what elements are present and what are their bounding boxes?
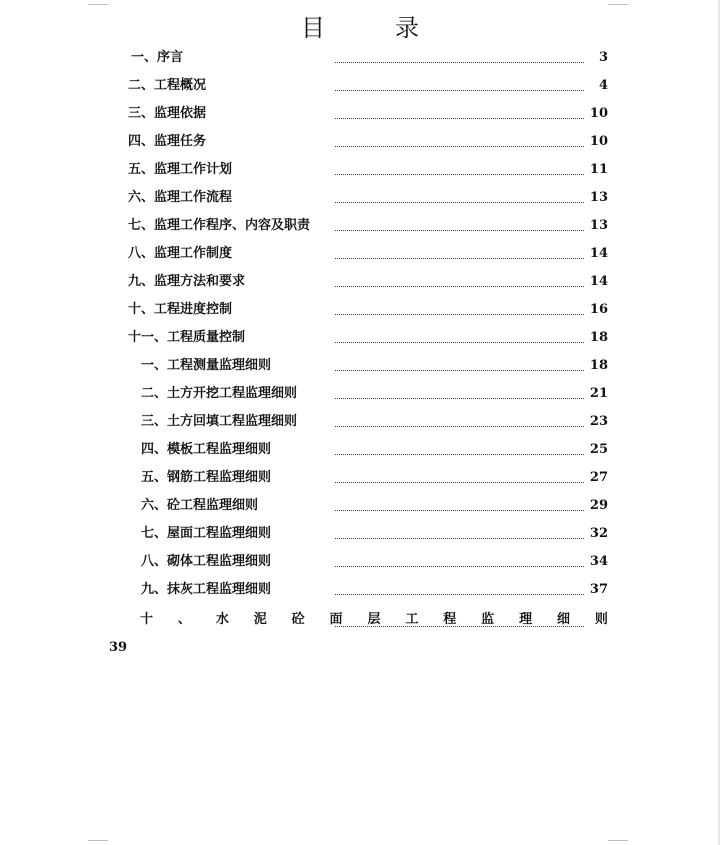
toc-entry[interactable] xyxy=(0,100,720,128)
dot-leader xyxy=(335,342,584,343)
toc-entry-page: 14 xyxy=(589,246,608,261)
toc-entry-char: 细 xyxy=(556,612,570,627)
toc-entry-page: 16 xyxy=(589,302,608,317)
toc-entry[interactable] xyxy=(0,436,720,464)
corner-mark xyxy=(608,840,628,841)
toc-entry-page: 4 xyxy=(598,78,608,93)
toc-entry-page: 29 xyxy=(589,498,608,513)
dot-leader xyxy=(335,258,584,259)
toc-entry-label: 十、工程进度控制 xyxy=(128,302,233,317)
toc-entry[interactable] xyxy=(0,128,720,156)
dot-leader xyxy=(335,594,584,595)
toc-entry[interactable] xyxy=(0,464,720,492)
toc-entry-page: 10 xyxy=(589,106,608,121)
toc-entry[interactable] xyxy=(0,352,720,380)
dot-leader xyxy=(335,118,584,119)
toc-entry[interactable] xyxy=(0,240,720,268)
toc-entry-page: 23 xyxy=(589,414,608,429)
dot-leader xyxy=(335,426,584,427)
toc-entry-char: 工 xyxy=(405,612,419,627)
toc-entry[interactable] xyxy=(0,44,720,72)
toc-entry-page: 27 xyxy=(589,470,608,485)
toc-entry[interactable] xyxy=(0,296,720,324)
toc-entry-page: 3 xyxy=(598,50,608,65)
toc-entry[interactable] xyxy=(0,268,720,296)
toc-entry-label: 八、砌体工程监理细则 xyxy=(141,554,272,569)
page-title xyxy=(0,8,720,43)
toc-entry-page: 32 xyxy=(589,526,608,541)
dot-leader xyxy=(335,510,584,511)
toc-entry-page: 25 xyxy=(589,442,608,457)
toc-entry-label: 三、监理依据 xyxy=(128,106,207,121)
toc-entry-label: 五、监理工作计划 xyxy=(128,162,233,177)
toc-entry-page: 34 xyxy=(589,554,608,569)
toc-entry-page: 13 xyxy=(589,218,608,233)
toc-entry-page: 18 xyxy=(589,358,608,373)
toc-entry-char: 程 xyxy=(443,612,457,627)
dot-leader xyxy=(335,314,584,315)
toc-entry[interactable] xyxy=(0,380,720,408)
dot-leader xyxy=(335,482,584,483)
toc-entry-label: 七、屋面工程监理细则 xyxy=(141,526,272,541)
dot-leader xyxy=(335,370,584,371)
toc-entry-label: 二、工程概况 xyxy=(128,78,207,93)
toc-entry-label: 八、监理工作制度 xyxy=(128,246,233,261)
dot-leader xyxy=(335,538,584,539)
dot-leader xyxy=(335,566,584,567)
toc-entry-page: 18 xyxy=(589,330,608,345)
toc-entry-page: 14 xyxy=(589,274,608,289)
toc-entry[interactable] xyxy=(0,156,720,184)
toc-entry-char: 砼 xyxy=(291,612,305,627)
dot-leader xyxy=(335,174,584,175)
toc-entry-char: 面 xyxy=(329,612,343,627)
dot-leader xyxy=(335,146,584,147)
toc-entry-label: 五、钢筋工程监理细则 xyxy=(141,470,272,485)
toc-entry-label: 六、砼工程监理细则 xyxy=(141,498,259,513)
dot-leader xyxy=(335,454,584,455)
toc-entry-label: 二、土方开挖工程监理细则 xyxy=(141,386,298,401)
toc-entry[interactable] xyxy=(0,72,720,100)
toc-entry-page: 21 xyxy=(589,386,608,401)
toc-entry[interactable] xyxy=(0,324,720,352)
corner-mark xyxy=(88,840,108,841)
toc-entry-label: 四、模板工程监理细则 xyxy=(141,442,272,457)
toc-entry-char: 、 xyxy=(177,612,191,627)
toc-entry-char: 层 xyxy=(367,612,381,627)
toc-entry[interactable] xyxy=(0,576,720,604)
dot-leader xyxy=(335,230,584,231)
dot-leader xyxy=(335,286,584,287)
toc-entry-char: 十 xyxy=(140,612,154,627)
toc-entry[interactable] xyxy=(0,492,720,520)
toc-entry-label: 七、监理工作程序、内容及职责 xyxy=(128,218,311,233)
toc-entry-page: 39 xyxy=(109,640,128,655)
toc-entry-page: 37 xyxy=(589,582,608,597)
toc-entry-label: 十一、工程质量控制 xyxy=(128,330,246,345)
toc-entry-char: 水 xyxy=(215,612,229,627)
toc-entry-label: 一、序言 xyxy=(131,50,184,65)
toc-entry[interactable] xyxy=(0,520,720,548)
toc-entry-char: 则 xyxy=(594,612,608,627)
title-char: 录 xyxy=(395,14,419,42)
toc-entry-page: 11 xyxy=(589,162,608,177)
toc-entry-label xyxy=(140,606,608,634)
toc-entry-label: 六、监理工作流程 xyxy=(128,190,233,205)
corner-mark xyxy=(608,4,628,5)
dot-leader xyxy=(335,202,584,203)
toc-entry[interactable] xyxy=(0,408,720,436)
toc-entry-last[interactable] xyxy=(0,606,720,634)
toc-entry[interactable] xyxy=(0,184,720,212)
toc-entry-label: 一、工程测量监理细则 xyxy=(141,358,272,373)
dot-leader xyxy=(335,398,584,399)
toc-entry-page: 13 xyxy=(589,190,608,205)
toc-entry-char: 监 xyxy=(481,612,495,627)
toc-entry-label: 三、土方回填工程监理细则 xyxy=(141,414,298,429)
toc-entry-char: 理 xyxy=(519,612,533,627)
toc-entry[interactable] xyxy=(0,212,720,240)
toc-entry-label: 九、监理方法和要求 xyxy=(128,274,246,289)
toc-entry-label: 四、监理任务 xyxy=(128,134,207,149)
toc-entry-char: 泥 xyxy=(253,612,267,627)
toc-entry-label: 九、抹灰工程监理细则 xyxy=(141,582,272,597)
toc-entry-page: 10 xyxy=(589,134,608,149)
title-char: 目 xyxy=(301,14,325,42)
toc-entry[interactable] xyxy=(0,548,720,576)
corner-mark xyxy=(88,4,108,5)
dot-leader xyxy=(335,90,584,91)
dot-leader xyxy=(335,62,584,63)
